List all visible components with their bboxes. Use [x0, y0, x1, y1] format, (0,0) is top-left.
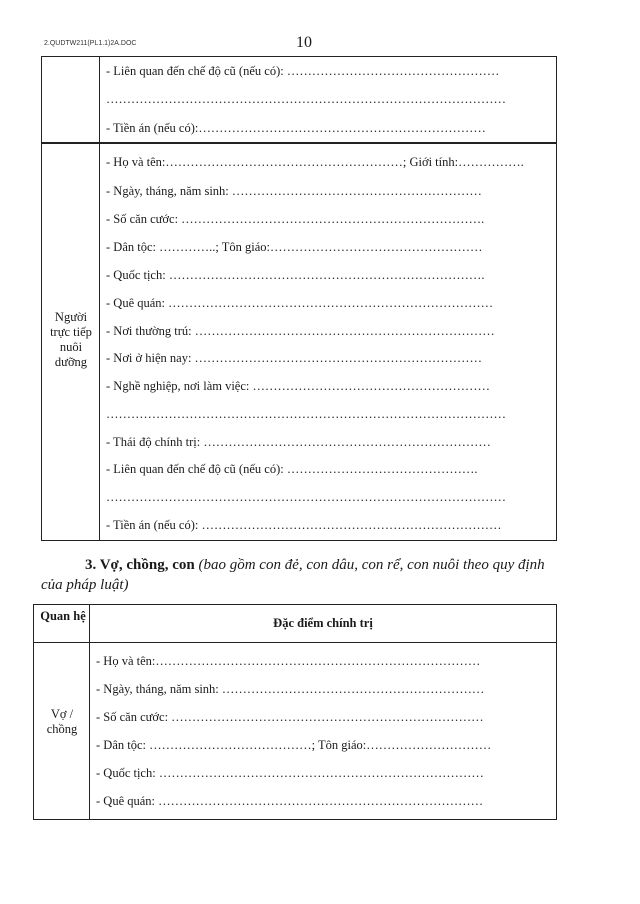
permanent-residence-field[interactable]: - Nơi thường trú: ………………………………………………………………	[106, 324, 495, 338]
section-3-heading	[41, 555, 561, 595]
caregiver-label: Người trực tiếp nuôi dưỡng	[50, 310, 92, 369]
continuation-line[interactable]: ……………………………………………………………………………………	[106, 92, 506, 106]
table-header-divider	[33, 642, 556, 643]
continuation-line[interactable]: ……………………………………………………………………………………	[106, 407, 506, 421]
page-number: 10	[296, 34, 312, 51]
full-name-gender-field[interactable]: - Họ và tên:…………………………………………………; Giới tính:…………….	[106, 155, 524, 169]
full-name-field[interactable]: - Họ và tên:……………………………………………………………………	[96, 654, 481, 668]
hometown-field[interactable]: - Quê quán: ……………………………………………………………………	[96, 794, 484, 808]
table-column-divider	[99, 56, 100, 143]
table-column-divider	[99, 142, 100, 540]
nationality-field[interactable]: - Quốc tịch: ………………………………………………………………….	[106, 268, 485, 282]
occupation-workplace-field[interactable]: - Nghề nghiệp, nơi làm việc: …………………………………………………	[106, 379, 491, 393]
date-of-birth-field[interactable]: - Ngày, tháng, năm sinh: ………………………………………………………	[96, 682, 485, 696]
header-political-features: Đặc điểm chính trị	[273, 616, 373, 630]
current-residence-field[interactable]: - Nơi ở hiện nay: ……………………………………………………………	[106, 351, 483, 365]
date-of-birth-field[interactable]: - Ngày, tháng, năm sinh: ……………………………………………………	[106, 184, 482, 198]
spouse-label: Vợ / chồng	[46, 707, 78, 736]
ethnicity-religion-field[interactable]: - Dân tộc: …………………………………; Tôn giáo:…………………………	[96, 738, 492, 752]
political-attitude-field[interactable]: - Thái độ chính trị: ……………………………………………………………	[106, 435, 491, 449]
continuation-line[interactable]: ……………………………………………………………………………………	[106, 490, 506, 504]
criminal-record-field[interactable]: - Tiền án (nếu có): ………………………………………………………………	[106, 518, 502, 532]
criminal-record-field[interactable]: - Tiền án (nếu có):……………………………………………………………	[106, 121, 486, 135]
header-relationship: Quan hệ	[40, 609, 86, 623]
section-3-title: 3. Vợ, chồng, con	[85, 557, 195, 573]
id-card-field[interactable]: - Số căn cước: …………………………………………………………………	[96, 710, 484, 724]
document-code: 2.QUDTW211(PL1.1)2A.DOC	[44, 40, 137, 47]
table-column-divider	[89, 604, 90, 819]
hometown-field[interactable]: - Quê quán: ……………………………………………………………………	[106, 296, 494, 310]
id-card-field[interactable]: - Số căn cước: ……………………………………………………………….	[106, 212, 485, 226]
former-regime-relation-field[interactable]: - Liên quan đến chế độ cũ (nếu có): ……………………………………….	[106, 462, 478, 476]
section-3-note: (bao gồm con đẻ, con dâu, con rể, con nuôi theo quy định của pháp luật)	[41, 557, 545, 593]
table-caregiver	[41, 142, 557, 541]
former-regime-relation-field[interactable]: - Liên quan đến chế độ cũ (nếu có): ……………………………………………	[106, 64, 500, 78]
ethnicity-religion-field[interactable]: - Dân tộc: …………..; Tôn giáo:……………………………………………	[106, 240, 483, 254]
nationality-field[interactable]: - Quốc tịch: ……………………………………………………………………	[96, 766, 484, 780]
